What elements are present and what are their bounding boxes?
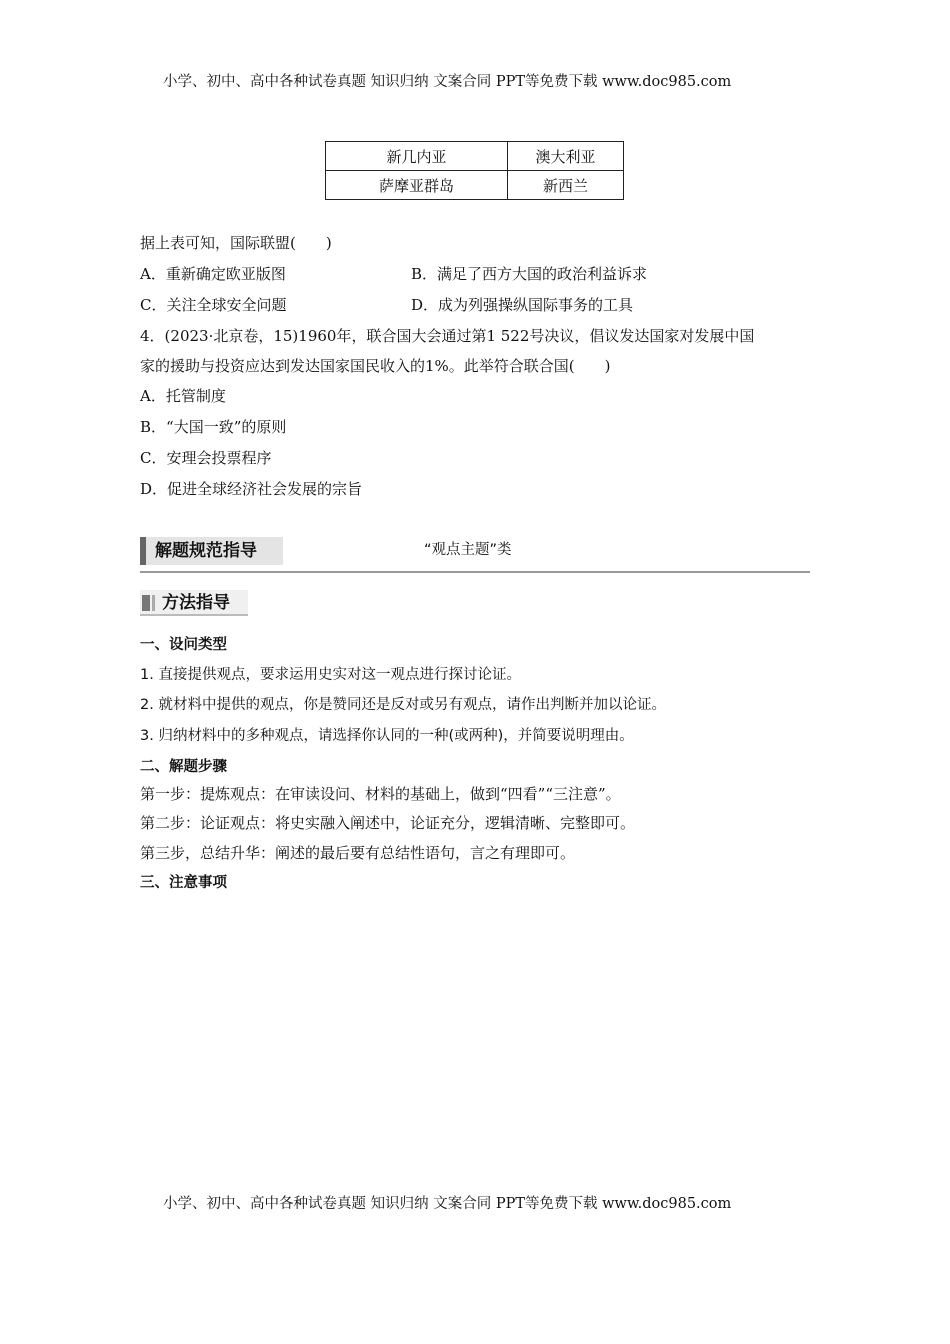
q4-stem-line1: 4．(2023·北京卷，15)1960年，联合国大会通过第1 522号决议，倡议发达国家对发展中国 — [140, 327, 755, 345]
q4-option-b: B．“大国一致”的原则 — [140, 418, 287, 436]
q4-option-c: C．安理会投票程序 — [140, 449, 272, 467]
bar-icon — [152, 595, 155, 611]
q3-option-b: B．满足了西方大国的政治利益诉求 — [411, 265, 648, 283]
step-item: 第一步：提炼观点：在审读设问、材料的基础上，做到“四看”“三注意”。 — [140, 785, 621, 803]
table-cell: 萨摩亚群岛 — [326, 171, 508, 200]
page-footer: 小学、初中、高中各种试卷真题 知识归纳 文案合同 PPT等免费下载 www.doc985.com — [163, 1196, 732, 1212]
section-divider — [140, 571, 810, 573]
step-item: 第二步：论证观点：将史实融入阐述中，论证充分，逻辑清晰、完整即可。 — [140, 814, 636, 832]
heading-steps: 二、解题步骤 — [140, 759, 227, 775]
table-row — [326, 171, 624, 200]
territory-table — [325, 141, 624, 200]
page-header: 小学、初中、高中各种试卷真题 知识归纳 文案合同 PPT等免费下载 www.doc985.com — [163, 74, 732, 90]
method-label: 方法指导 — [162, 593, 230, 613]
q3-stem: 据上表可知，国际联盟( ) — [140, 234, 332, 252]
table-cell: 澳大利亚 — [508, 142, 624, 171]
q3-option-a: A．重新确定欧亚版图 — [140, 265, 286, 283]
heading-notes: 三、注意事项 — [140, 875, 227, 891]
list-item: 2. 就材料中提供的观点，你是赞同还是反对或另有观点，请作出判断并加以论证。 — [140, 697, 666, 713]
q4-stem-line2: 家的援助与投资应达到发达国家国民收入的1%。此举符合联合国( ) — [140, 357, 611, 375]
step-item: 第三步，总结升华：阐述的最后要有总结性语句，言之有理即可。 — [140, 844, 576, 862]
table-cell: 新几内亚 — [326, 142, 508, 171]
q4-option-a: A．托管制度 — [140, 387, 226, 405]
q3-option-d: D．成为列强操纵国际事务的工具 — [411, 296, 634, 314]
heading-question-types: 一、设问类型 — [140, 637, 227, 653]
section-title: “观点主题”类 — [424, 542, 512, 558]
q3-option-c: C．关注全球安全问题 — [140, 296, 287, 314]
method-label-box — [140, 590, 248, 616]
q4-option-d: D．促进全球经济社会发展的宗旨 — [140, 480, 363, 498]
section-label: 解题规范指导 — [140, 537, 283, 565]
table-row — [326, 142, 624, 171]
list-item: 3. 归纳材料中的多种观点，请选择你认同的一种(或两种)，并简要说明理由。 — [140, 728, 634, 744]
list-item: 1. 直接提供观点，要求运用史实对这一观点进行探讨论证。 — [140, 667, 521, 683]
table-cell: 新西兰 — [508, 171, 624, 200]
bar-icon — [142, 595, 150, 611]
